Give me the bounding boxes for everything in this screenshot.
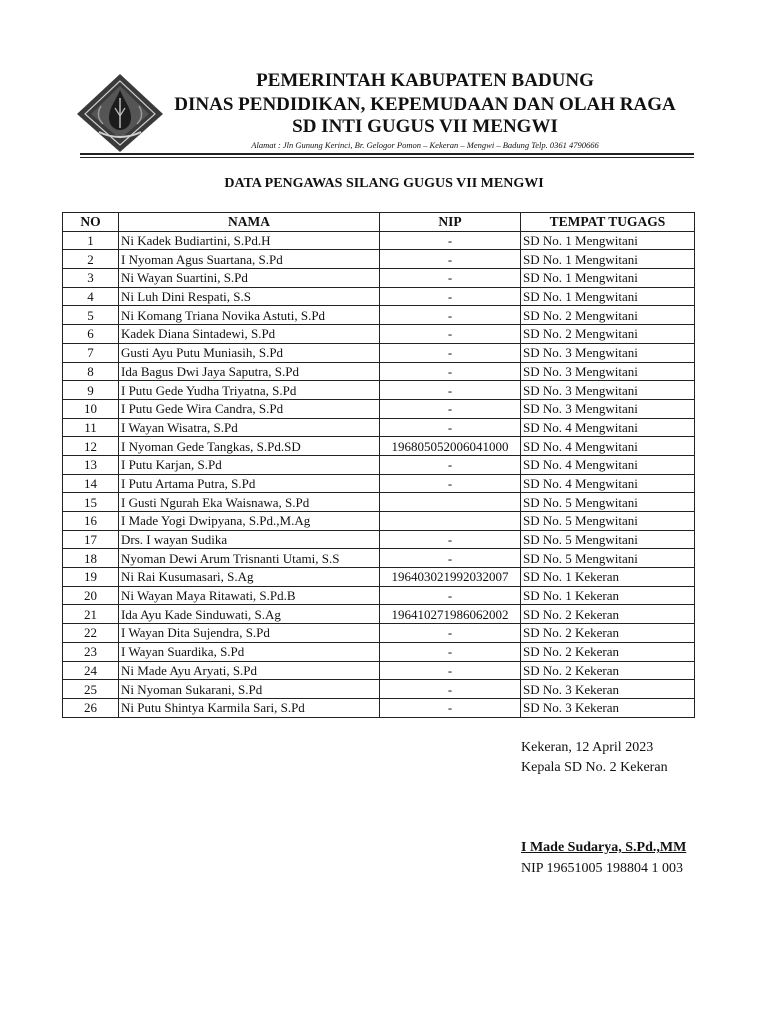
cell-tempat-tugas: SD No. 2 Mengwitani: [521, 325, 695, 344]
cell-tempat-tugas: SD No. 1 Mengwitani: [521, 231, 695, 250]
table-row: [63, 512, 695, 531]
cell-nama: I Wayan Wisatra, S.Pd: [119, 418, 380, 437]
signature-name: I Made Sudarya, S.Pd.,MM: [521, 840, 687, 855]
cell-tempat-tugas: SD No. 2 Kekeran: [521, 624, 695, 643]
cell-nip: -: [380, 250, 521, 269]
cell-no: 8: [63, 362, 119, 381]
cell-nama: Ni Wayan Maya Ritawati, S.Pd.B: [119, 586, 380, 605]
header-school-line: SD INTI GUGUS VII MENGWI: [292, 116, 558, 137]
cell-nama: I Wayan Suardika, S.Pd: [119, 642, 380, 661]
header-government-line: PEMERINTAH KABUPATEN BADUNG: [256, 70, 594, 91]
cell-nip: -: [380, 698, 521, 717]
cell-nama: I Made Yogi Dwipyana, S.Pd.,M.Ag: [119, 512, 380, 531]
cell-no: 6: [63, 325, 119, 344]
cell-nama: Ni Kadek Budiartini, S.Pd.H: [119, 231, 380, 250]
table-row: [63, 343, 695, 362]
signature-role: Kepala SD No. 2 Kekeran: [521, 760, 668, 775]
cell-tempat-tugas: SD No. 2 Mengwitani: [521, 306, 695, 325]
cell-nama: I Putu Gede Wira Candra, S.Pd: [119, 399, 380, 418]
table-row: [63, 530, 695, 549]
cell-nip: -: [380, 381, 521, 400]
cell-nip: -: [380, 586, 521, 605]
column-header-no: NO: [63, 213, 119, 232]
cell-no: 11: [63, 418, 119, 437]
table-row: [63, 325, 695, 344]
cell-no: 10: [63, 399, 119, 418]
table-row: [63, 399, 695, 418]
table-row: [63, 437, 695, 456]
cell-nama: Ni Nyoman Sukarani, S.Pd: [119, 680, 380, 699]
cell-nama: Ida Bagus Dwi Jaya Saputra, S.Pd: [119, 362, 380, 381]
cell-tempat-tugas: SD No. 2 Kekeran: [521, 642, 695, 661]
cell-nama: I Nyoman Gede Tangkas, S.Pd.SD: [119, 437, 380, 456]
cell-no: 20: [63, 586, 119, 605]
cell-tempat-tugas: SD No. 3 Kekeran: [521, 698, 695, 717]
cell-tempat-tugas: SD No. 3 Mengwitani: [521, 399, 695, 418]
cell-nip: 196403021992032007: [380, 568, 521, 587]
cell-tempat-tugas: SD No. 5 Mengwitani: [521, 549, 695, 568]
cell-nip: -: [380, 624, 521, 643]
cell-no: 17: [63, 530, 119, 549]
cell-nip: [380, 493, 521, 512]
cell-no: 16: [63, 512, 119, 531]
cell-no: 26: [63, 698, 119, 717]
cell-no: 9: [63, 381, 119, 400]
cell-nama: Drs. I wayan Sudika: [119, 530, 380, 549]
cell-no: 1: [63, 231, 119, 250]
cell-tempat-tugas: SD No. 4 Mengwitani: [521, 418, 695, 437]
cell-nip: -: [380, 399, 521, 418]
header-divider-thin: [80, 157, 694, 158]
header-divider-thick: [80, 153, 694, 155]
cell-nama: Nyoman Dewi Arum Trisnanti Utami, S.S: [119, 549, 380, 568]
table-row: [63, 455, 695, 474]
cell-no: 7: [63, 343, 119, 362]
table-row: [63, 680, 695, 699]
cell-no: 23: [63, 642, 119, 661]
cell-no: 22: [63, 624, 119, 643]
cell-no: 21: [63, 605, 119, 624]
cell-nama: Ni Luh Dini Respati, S.S: [119, 287, 380, 306]
cell-nip: -: [380, 362, 521, 381]
cell-tempat-tugas: SD No. 1 Kekeran: [521, 586, 695, 605]
cell-nip: -: [380, 455, 521, 474]
table-header-row: [63, 213, 695, 232]
table-row: [63, 586, 695, 605]
table-body: [63, 231, 695, 717]
table-row: [63, 362, 695, 381]
cell-nip: -: [380, 306, 521, 325]
cell-tempat-tugas: SD No. 5 Mengwitani: [521, 512, 695, 531]
table-row: [63, 287, 695, 306]
table-row: [63, 549, 695, 568]
header-department-line: DINAS PENDIDIKAN, KEPEMUDAAN DAN OLAH RAGA: [174, 94, 676, 115]
table-row: [63, 418, 695, 437]
cell-nama: Ni Wayan Suartini, S.Pd: [119, 269, 380, 288]
table-row: [63, 231, 695, 250]
column-header-nama: NAMA: [119, 213, 380, 232]
cell-no: 13: [63, 455, 119, 474]
cell-nip: -: [380, 530, 521, 549]
cell-tempat-tugas: SD No. 2 Kekeran: [521, 605, 695, 624]
cell-tempat-tugas: SD No. 3 Mengwitani: [521, 381, 695, 400]
table-row: [63, 306, 695, 325]
cell-nama: Ida Ayu Kade Sinduwati, S.Ag: [119, 605, 380, 624]
cell-tempat-tugas: SD No. 4 Mengwitani: [521, 474, 695, 493]
table-row: [63, 493, 695, 512]
cell-tempat-tugas: SD No. 1 Mengwitani: [521, 250, 695, 269]
cell-nip: 196410271986062002: [380, 605, 521, 624]
cell-no: 14: [63, 474, 119, 493]
cell-nip: -: [380, 661, 521, 680]
cell-nama: I Nyoman Agus Suartana, S.Pd: [119, 250, 380, 269]
cell-no: 3: [63, 269, 119, 288]
cell-nip: -: [380, 287, 521, 306]
cell-tempat-tugas: SD No. 4 Mengwitani: [521, 455, 695, 474]
cell-nama: I Putu Gede Yudha Triyatna, S.Pd: [119, 381, 380, 400]
cell-nama: Ni Rai Kusumasari, S.Ag: [119, 568, 380, 587]
column-header-tempat-tugas: TEMPAT TUGAGS: [521, 213, 695, 232]
cell-nip: 196805052006041000: [380, 437, 521, 456]
cell-no: 18: [63, 549, 119, 568]
cell-tempat-tugas: SD No. 5 Mengwitani: [521, 530, 695, 549]
signature-place-date: Kekeran, 12 April 2023: [521, 740, 654, 755]
cell-no: 15: [63, 493, 119, 512]
cell-nama: Ni Putu Shintya Karmila Sari, S.Pd: [119, 698, 380, 717]
column-header-nip: NIP: [380, 213, 521, 232]
cell-nama: I Gusti Ngurah Eka Waisnawa, S.Pd: [119, 493, 380, 512]
cell-nip: -: [380, 231, 521, 250]
cell-no: 12: [63, 437, 119, 456]
table-row: [63, 250, 695, 269]
cell-tempat-tugas: SD No. 3 Mengwitani: [521, 362, 695, 381]
cell-no: 4: [63, 287, 119, 306]
header-address: Alamat : Jln Gunung Kerinci, Br. Gelogor Pomon – Kekeran – Mengwi – Badung Telp. 0361 4790666: [251, 140, 599, 150]
cell-tempat-tugas: SD No. 1 Mengwitani: [521, 269, 695, 288]
cell-nip: -: [380, 269, 521, 288]
table-row: [63, 269, 695, 288]
cell-tempat-tugas: SD No. 3 Kekeran: [521, 680, 695, 699]
cell-nip: [380, 512, 521, 531]
table-row: [63, 605, 695, 624]
cell-nama: I Wayan Dita Sujendra, S.Pd: [119, 624, 380, 643]
table-row: [63, 474, 695, 493]
cell-nip: -: [380, 642, 521, 661]
cell-nip: -: [380, 343, 521, 362]
cell-nama: I Putu Karjan, S.Pd: [119, 455, 380, 474]
table-row: [63, 698, 695, 717]
cell-no: 25: [63, 680, 119, 699]
table-row: [63, 661, 695, 680]
cell-no: 5: [63, 306, 119, 325]
cell-nama: Kadek Diana Sintadewi, S.Pd: [119, 325, 380, 344]
cell-no: 24: [63, 661, 119, 680]
table-row: [63, 624, 695, 643]
cell-nama: Ni Komang Triana Novika Astuti, S.Pd: [119, 306, 380, 325]
cell-no: 19: [63, 568, 119, 587]
cell-nama: I Putu Artama Putra, S.Pd: [119, 474, 380, 493]
cell-tempat-tugas: SD No. 3 Mengwitani: [521, 343, 695, 362]
cell-no: 2: [63, 250, 119, 269]
cell-nama: Ni Made Ayu Aryati, S.Pd: [119, 661, 380, 680]
document-title: DATA PENGAWAS SILANG GUGUS VII MENGWI: [224, 176, 544, 191]
cell-tempat-tugas: SD No. 2 Kekeran: [521, 661, 695, 680]
cell-nip: -: [380, 418, 521, 437]
cell-nama: Gusti Ayu Putu Muniasih, S.Pd: [119, 343, 380, 362]
table-row: [63, 381, 695, 400]
cell-tempat-tugas: SD No. 4 Mengwitani: [521, 437, 695, 456]
cell-nip: -: [380, 680, 521, 699]
cell-nip: -: [380, 549, 521, 568]
cell-nip: -: [380, 325, 521, 344]
cell-nip: -: [380, 474, 521, 493]
cell-tempat-tugas: SD No. 5 Mengwitani: [521, 493, 695, 512]
table-row: [63, 642, 695, 661]
supervisor-table: [62, 212, 695, 718]
cell-tempat-tugas: SD No. 1 Kekeran: [521, 568, 695, 587]
signature-nip: NIP 19651005 198804 1 003: [521, 861, 684, 876]
table-row: [63, 568, 695, 587]
cell-tempat-tugas: SD No. 1 Mengwitani: [521, 287, 695, 306]
